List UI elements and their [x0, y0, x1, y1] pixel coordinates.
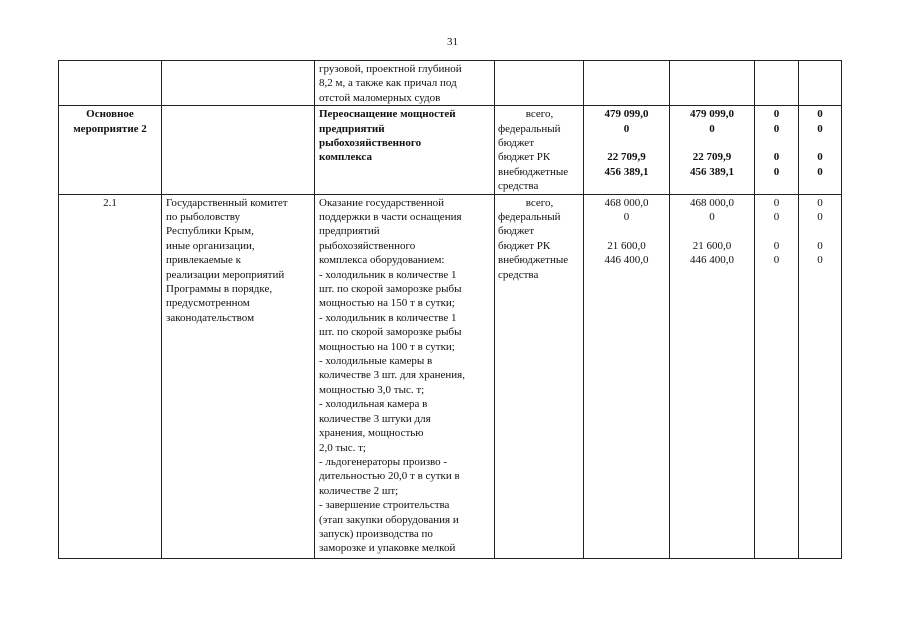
value: 0	[817, 210, 823, 223]
desc-line: мощностью на 150 т в сутки;	[319, 297, 455, 310]
value: 479 099,0	[690, 108, 734, 121]
program-table	[58, 60, 842, 559]
cell-values-2-2-1	[670, 194, 755, 558]
desc-line: хранения, мощностью	[319, 427, 424, 440]
desc-line: шт. по скорой заморозке рыбы	[319, 283, 462, 296]
value: 0	[773, 210, 780, 223]
cell-description	[315, 194, 495, 558]
desc-line: дительностью 20,0 т в сутки в	[319, 470, 460, 483]
exec-line: иные организации,	[166, 239, 255, 252]
desc-line: мощностью 3,0 тыс. т;	[319, 383, 425, 396]
cell-funding-sources-2-1	[495, 194, 584, 558]
cell-v3-cont	[755, 61, 799, 106]
value: 479 099,0	[604, 108, 649, 121]
desc-line: 8,2 м, а также как причал под	[319, 77, 457, 90]
value: 0	[773, 108, 780, 121]
desc-line: - холодильная камера в	[319, 398, 428, 411]
desc-line: - холодильник в количестве 1	[319, 268, 457, 281]
cell-measure-title	[59, 106, 162, 194]
value: 0	[773, 254, 780, 267]
value: 0	[773, 151, 780, 164]
desc-line: Переоснащение мощностей	[319, 108, 456, 121]
value: 21 600,0	[692, 239, 732, 252]
measure-title-line: Основное	[86, 108, 134, 121]
value: 0	[773, 122, 780, 135]
source-federal: федеральный бюджет	[498, 122, 561, 150]
desc-line: - завершение строительства	[319, 499, 450, 512]
source-extra: внебюджетные средства	[498, 165, 569, 193]
value: 0	[817, 108, 823, 121]
source-extra: внебюджетные средства	[498, 254, 569, 281]
desc-line: отстой маломерных судов	[319, 91, 441, 104]
value: 0	[773, 239, 780, 252]
value: 0	[817, 122, 823, 135]
value: 0	[773, 165, 780, 178]
exec-line: Программы в порядке,	[166, 283, 273, 296]
desc-line: грузовой, проектной глубиной	[319, 63, 462, 75]
cell-values-4-2-1	[799, 194, 842, 558]
source-federal: федеральный бюджет	[498, 210, 561, 238]
desc-line: предприятий	[319, 122, 385, 135]
value: 21 600,0	[607, 239, 646, 252]
desc-line: предприятий	[319, 225, 380, 238]
desc-line: шт. по скорой заморозке рыбы	[319, 326, 462, 339]
desc-line: поддержки в части оснащения	[319, 211, 462, 223]
desc-line: комплекса оборудованием:	[319, 254, 445, 267]
source-rk: бюджет РК	[498, 239, 551, 252]
desc-line: (этап закупки оборудования и	[319, 513, 459, 526]
cell-item-number: 2.1	[59, 194, 162, 558]
table-row-2-1	[59, 194, 842, 558]
value: 446 400,0	[690, 254, 734, 267]
value: 0	[623, 210, 630, 223]
desc-line: мощностью на 100 т в сутки;	[319, 340, 455, 353]
exec-line: реализации мероприятий	[166, 268, 285, 281]
cell-v1-cont	[584, 61, 670, 106]
cell-values-3-2-1	[755, 194, 799, 558]
value: 0	[623, 122, 630, 135]
desc-line: количестве 2 шт;	[319, 484, 399, 497]
desc-line: количестве 3 штуки для	[319, 412, 431, 425]
desc-line: - холодильные камеры в	[319, 355, 433, 368]
value: 468 000,0	[690, 196, 734, 209]
cell-measure-description	[315, 106, 495, 194]
desc-line: рыбохозяйственного	[319, 239, 416, 252]
exec-line: предусмотренном	[166, 297, 250, 310]
table-row-main-measure-2	[59, 106, 842, 194]
cell-v4-cont	[799, 61, 842, 106]
desc-line: запуск) производства по	[319, 527, 433, 540]
value: 0	[817, 196, 823, 209]
exec-line: Государственный комитет	[166, 196, 288, 209]
cell-values-1-2-1	[584, 194, 670, 558]
desc-line: - льдогенераторы произво -	[319, 455, 448, 468]
value: 0	[817, 239, 823, 252]
cell-executor-empty	[162, 106, 315, 194]
cell-source-cont	[495, 61, 584, 106]
cell-values-2	[670, 106, 755, 194]
value: 456 389,1	[690, 165, 734, 178]
cell-executor-cont	[162, 61, 315, 106]
value: 22 709,9	[607, 151, 646, 164]
value: 0	[817, 151, 823, 164]
page-number: 31	[447, 36, 458, 48]
desc-line: Оказание государственной	[319, 196, 445, 209]
source-rk: бюджет РК	[498, 151, 551, 164]
table-row-continuation	[59, 61, 842, 106]
value: 0	[817, 254, 823, 267]
exec-line: Республики Крым,	[166, 225, 254, 238]
exec-line: привлекаемые к	[166, 254, 241, 267]
source-total: всего,	[525, 108, 554, 121]
value: 22 709,9	[692, 151, 732, 164]
measure-title-line: мероприятие 2	[73, 122, 147, 135]
desc-line: 2,0 тыс. т;	[319, 441, 366, 454]
cell-values-4	[799, 106, 842, 194]
cell-v2-cont	[670, 61, 755, 106]
desc-line: - холодильник в количестве 1	[319, 311, 457, 324]
cell-description-cont	[315, 61, 495, 106]
cell-executor	[162, 194, 315, 558]
desc-line: комплекса	[319, 151, 372, 164]
cell-values-1	[584, 106, 670, 194]
desc-line: количестве 3 шт. для хранения,	[319, 369, 465, 382]
value: 0	[709, 122, 715, 135]
value: 0	[817, 165, 823, 178]
exec-line: законодательством	[166, 311, 255, 324]
cell-values-3	[755, 106, 799, 194]
exec-line: по рыболовству	[166, 211, 241, 223]
desc-line: рыбохозяйственного	[319, 137, 422, 150]
cell-num-cont	[59, 61, 162, 106]
value: 0	[709, 210, 715, 223]
value: 446 400,0	[604, 254, 649, 267]
value: 456 389,1	[604, 165, 649, 178]
desc-line: заморозке и упаковке мелкой	[319, 542, 456, 555]
cell-funding-sources	[495, 106, 584, 194]
value: 0	[773, 196, 780, 209]
source-total: всего,	[525, 196, 554, 209]
value: 468 000,0	[604, 196, 649, 209]
